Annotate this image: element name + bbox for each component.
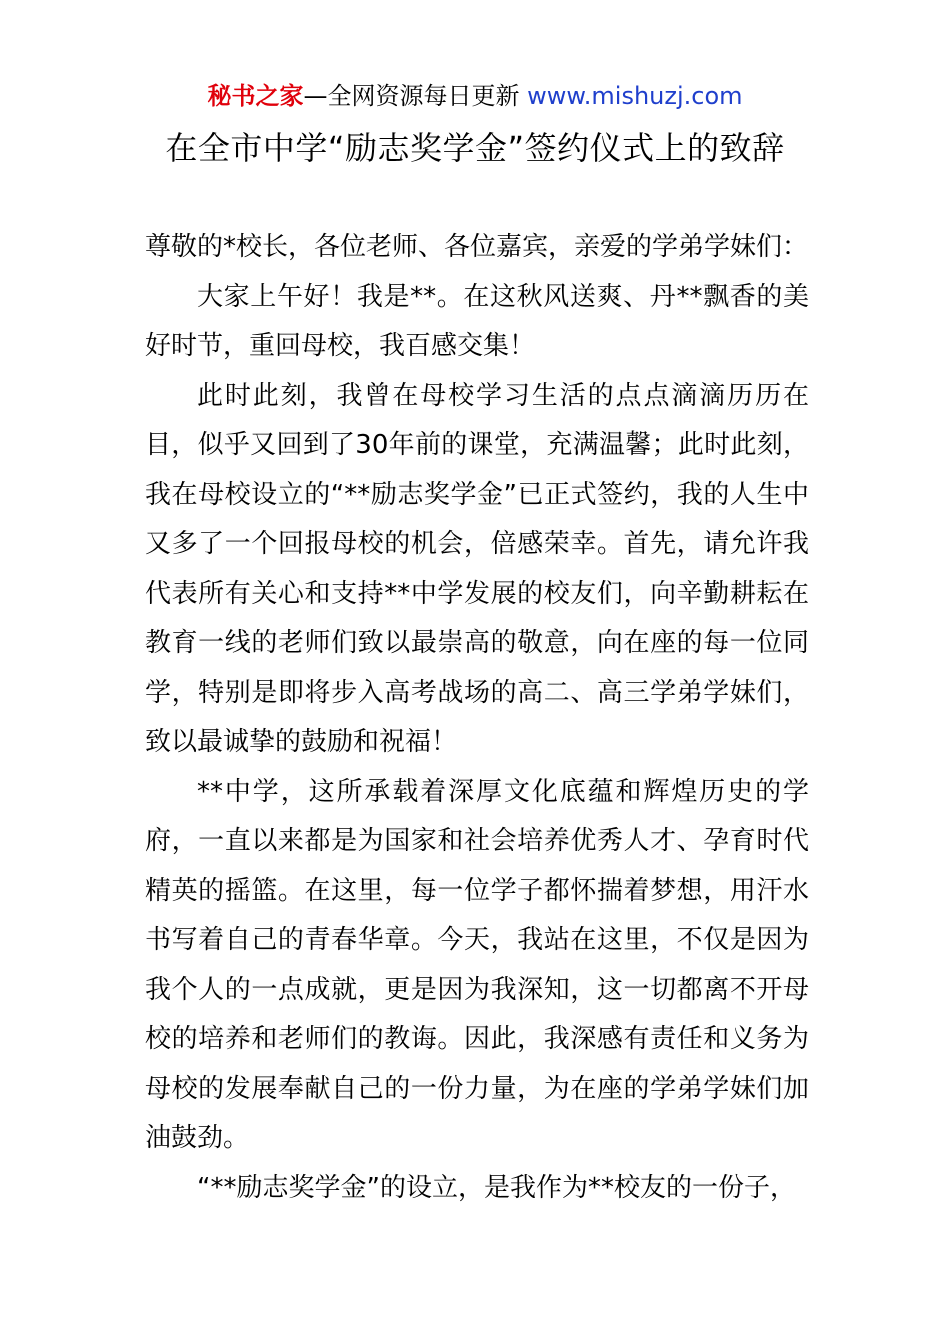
site-header [0, 80, 950, 112]
document-body [145, 223, 809, 1213]
paragraph-2: 此时此刻，我曾在母校学习生活的点点滴滴历历在目，似乎又回到了30年前的课堂，充满温馨；此时此刻，我在母校设立的“**励志奖学金”已正式签约，我的人生中又多了一个回报母校的机会，倍感荣幸。首先，请允许我代表所有关心和支持**中学发展的校友们，向辛勤耕耘在教育一线的老师们致以最崇高的敬意，向在座的每一位同学，特别是即将步入高考战场的高二、高三学弟学妹们，致以最诚挚的鼓励和祝福！ [145, 380, 809, 757]
paragraph-4: “**励志奖学金”的设立，是我作为**校友的一份子， [197, 1172, 796, 1203]
site-tagline: —全网资源每日更新 [303, 82, 528, 110]
salutation: 尊敬的*校长，各位老师、各位嘉宾，亲爱的学弟学妹们： [145, 232, 809, 262]
paragraph-3: **中学，这所承载着深厚文化底蕴和辉煌历史的学府，一直以来都是为国家和社会培养优秀人才、孕育时代精英的摇篮。在这里，每一位学子都怀揣着梦想，用汗水书写着自己的青春华章。今天，我站在这里，不仅是因为我个人的一点成就，更是因为我深知，这一切都离不开母校的培养和老师们的教诲。因此，我深感有责任和义务为母校的发展奉献自己的一份力量，为在座的学弟学妹们加油鼓劲。 [145, 776, 809, 1153]
site-brand: 秘书之家 [207, 82, 304, 110]
site-url-link[interactable]: www.mishuzj.com [527, 82, 743, 110]
paragraph-1: 大家上午好！我是**。在这秋风送爽、丹**飘香的美好时节，重回母校，我百感交集！ [145, 281, 809, 361]
document-title: 在全市中学“励志奖学金”签约仪式上的致辞 [165, 129, 785, 167]
